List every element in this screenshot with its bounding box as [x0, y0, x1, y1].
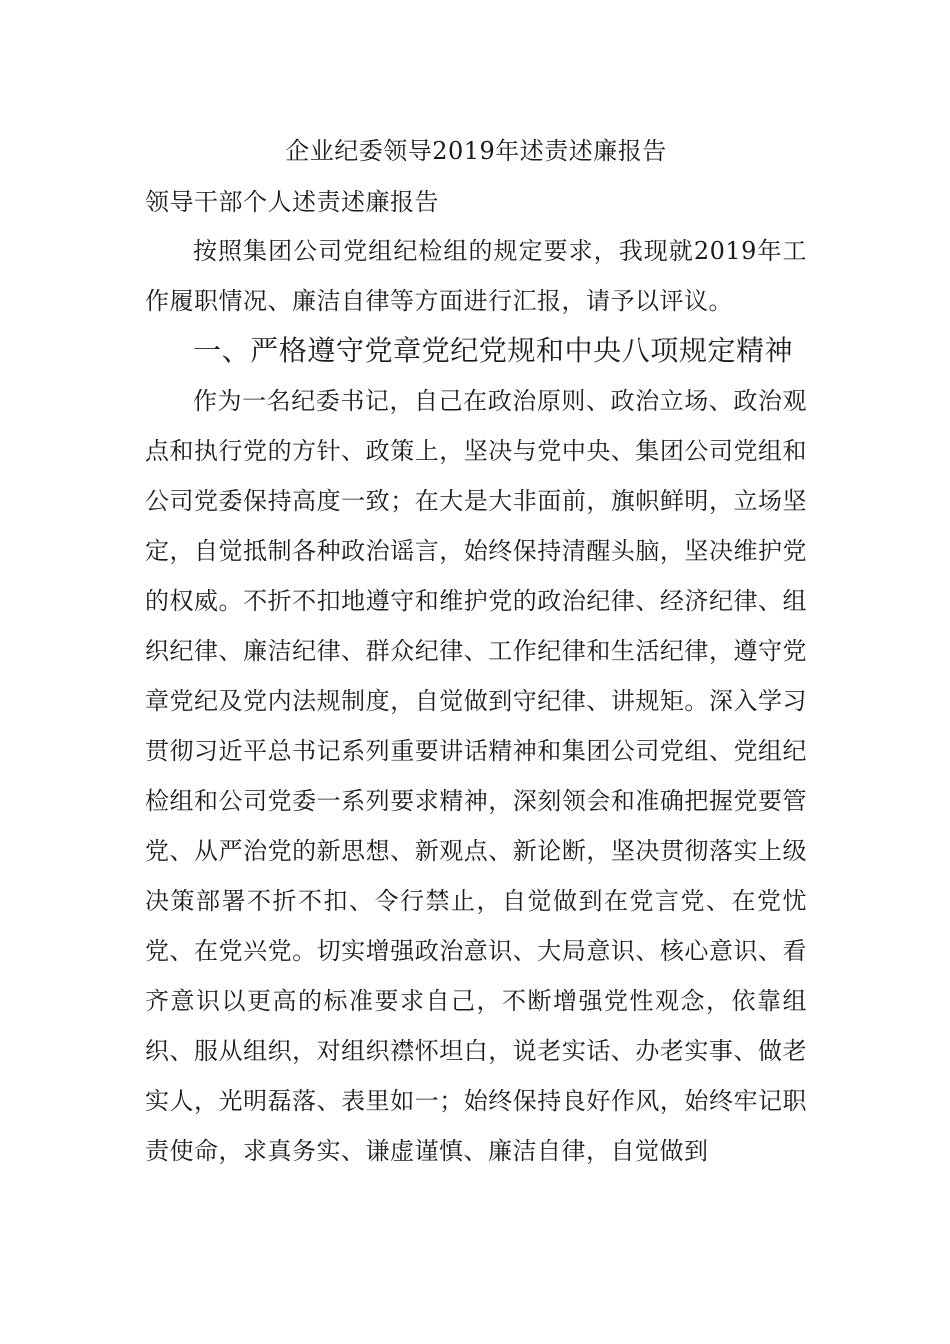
document-subtitle: 领导干部个人述责述廉报告 — [145, 188, 439, 216]
document-content — [145, 128, 807, 1176]
section-1-heading: 一、严格遵守党章党纪党规和中央八项规定精神 — [193, 334, 794, 367]
intro-paragraph: 按照集团公司党组纪检组的规定要求，我现就2019年工作履职情况、廉洁自律等方面进行汇报，请予以评议。 — [145, 237, 807, 315]
section-1-body: 作为一名纪委书记，自己在政治原则、政治立场、政治观点和执行党的方针、政策上，坚决与党中央、集团公司党组和公司党委保持高度一致；在大是大非面前，旗帜鲜明，立场坚定，自觉抵制各种政治谣言，始终保持清醒头脑，坚决维护党的权威。不折不扣地遵守和维护党的政治纪律、经济纪律、组织纪律、廉洁纪律、群众纪律、工作纪律和生活纪律，遵守党章党纪及党内法规制度，自觉做到守纪律、讲规矩。深入学习贯彻习近平总书记系列重要讲话精神和集团公司党组、党组纪检组和公司党委一系列要求精神，深刻领会和准确把握党要管党、从严治党的新思想、新观点、新论断，坚决贯彻落实上级决策部署不折不扣、令行禁止，自觉做到在党言党、在党忧党、在党兴党。切实增强政治意识、大局意识、核心意识、看齐意识以更高的标准要求自己，不断增强党性观念，依靠组织、服从组织，对组织襟怀坦白，说老实话、办老实事、做老实人，光明磊落、表里如一；始终保持良好作风，始终牢记职责使命，求真务实、谦虚谨慎、廉洁自律，自觉做到 — [145, 387, 807, 1165]
document-title: 企业纪委领导2019年述责述廉报告 — [285, 137, 667, 165]
